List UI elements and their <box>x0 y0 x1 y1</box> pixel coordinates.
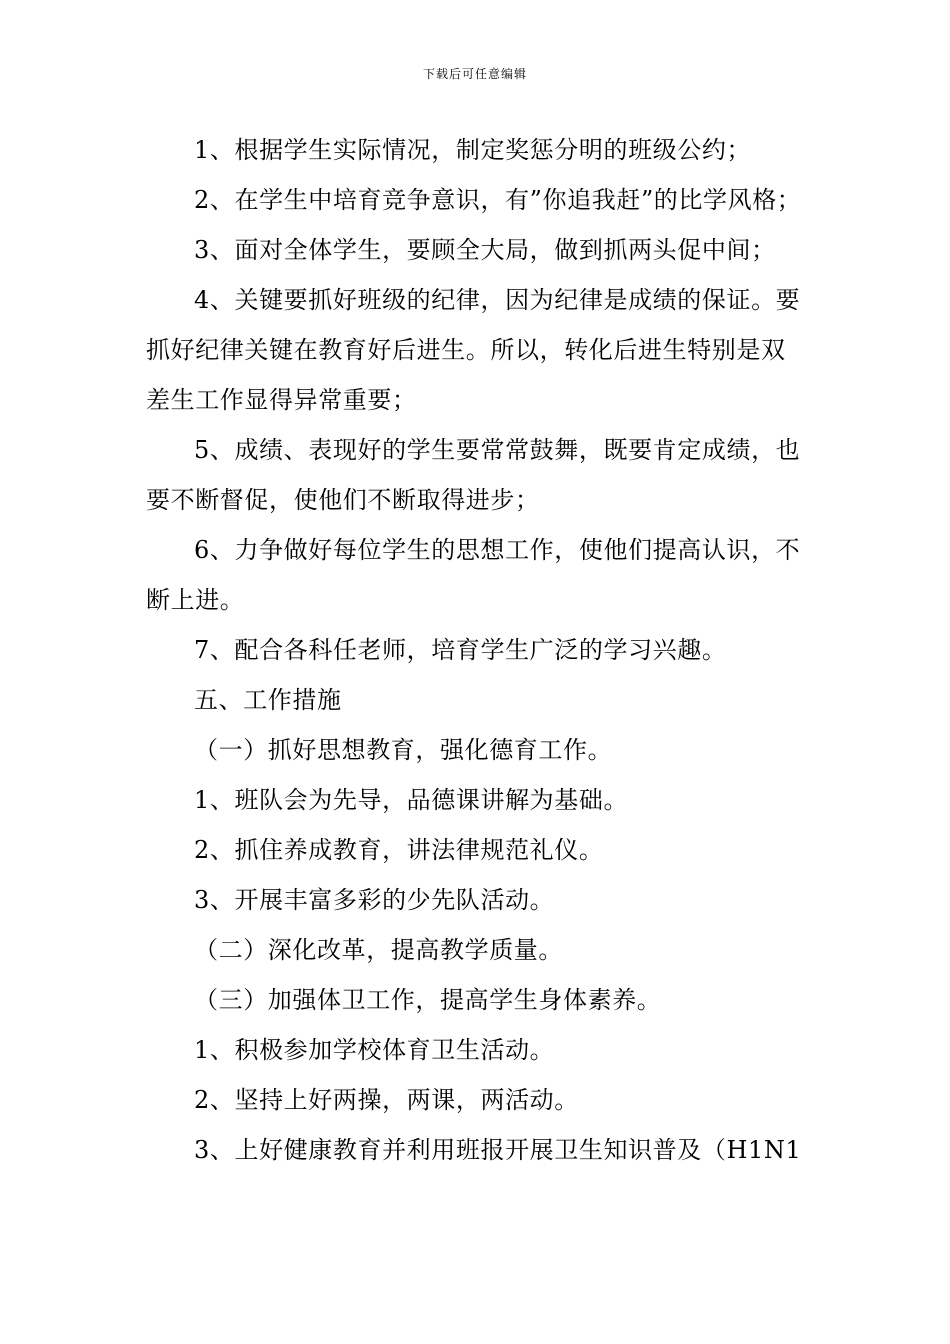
paragraph-item-6: 6、力争做好每位学生的思想工作，使他们提高认识，不断上进。 <box>146 536 801 614</box>
list-item: 2、抓住养成教育，讲法律规范礼仪。 <box>194 836 604 864</box>
subheading-health-work: （三）加强体卫工作，提高学生身体素养。 <box>194 986 662 1014</box>
paragraph-item-3: 3、面对全体学生，要顾全大局，做到抓两头促中间； <box>194 236 776 264</box>
paragraph-item-7: 7、配合各科任老师，培育学生广泛的学习兴趣。 <box>194 636 727 664</box>
list-item: 1、班队会为先导，品德课讲解为基础。 <box>194 786 629 814</box>
paragraph-item-5: 5、成绩、表现好的学生要常常鼓舞，既要肯定成绩，也要不断督促，使他们不断取得进步； <box>146 436 801 514</box>
section-heading-measures: 五、工作措施 <box>194 686 342 714</box>
list-item: 1、积极参加学校体育卫生活动。 <box>194 1036 555 1064</box>
subheading-moral-education: （一）抓好思想教育，强化德育工作。 <box>194 736 613 764</box>
paragraph-item-4: 4、关键要抓好班级的纪律，因为纪律是成绩的保证。要抓好纪律关键在教育好后进生。所以，转化后进生特别是双差生工作显得异常重要； <box>146 286 801 414</box>
paragraph-item-2: 2、在学生中培育竞争意识，有”你追我赶”的比学风格； <box>194 186 802 214</box>
list-item: 3、上好健康教育并利用班报开展卫生知识普及（H1N1 <box>194 1136 802 1164</box>
page-header: 下载后可任意编辑 <box>422 67 527 81</box>
list-item: 3、开展丰富多彩的少先队活动。 <box>194 886 555 914</box>
paragraph-item-1: 1、根据学生实际情况，制定奖惩分明的班级公约； <box>194 136 752 164</box>
document-body <box>146 125 810 1175</box>
subheading-teaching-quality: （二）深化改革，提高教学质量。 <box>194 936 563 964</box>
list-item: 2、坚持上好两操，两课，两活动。 <box>194 1086 579 1114</box>
